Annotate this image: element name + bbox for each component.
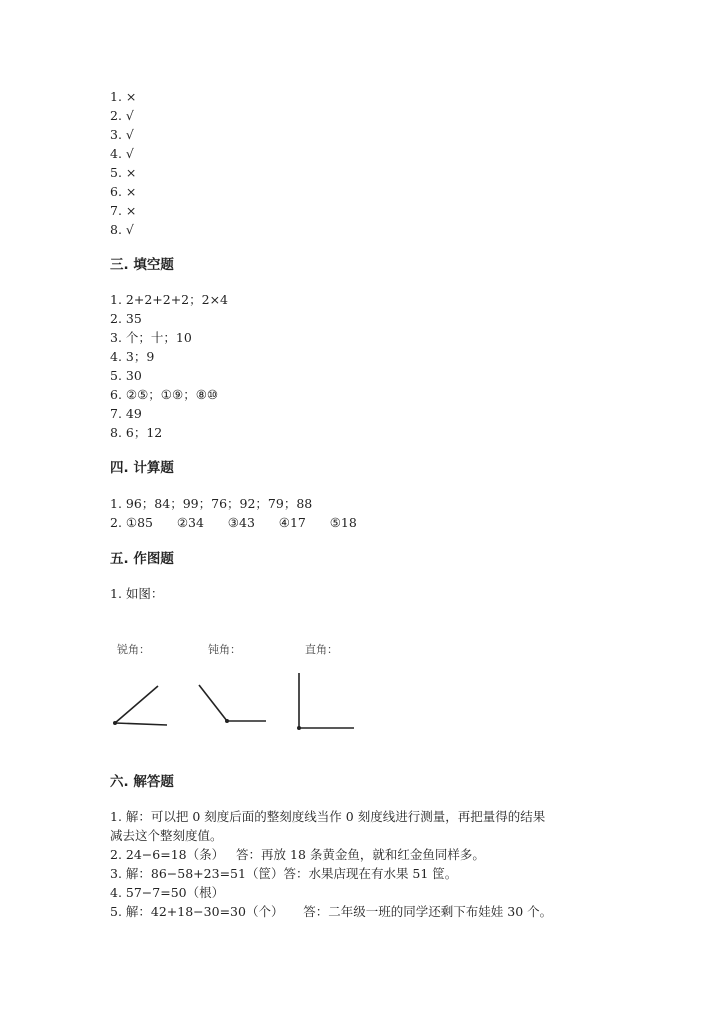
fill-item: 6. ②⑤；①⑨；⑧⑩ [110, 387, 219, 402]
right-angle-figure [297, 673, 354, 730]
obtuse-angle-label: 钝角： [208, 643, 241, 656]
section-heading-draw: 五. 作图题 [110, 551, 174, 567]
acute-angle-figure [113, 686, 167, 725]
fill-item: 1. 2+2+2+2；2×4 [110, 292, 229, 307]
fill-item: 5. 30 [110, 368, 142, 383]
fill-item: 4. 3；9 [110, 349, 155, 364]
calc-item: 2. ①85 ②34 ③43 ④17 ⑤18 [110, 515, 357, 530]
answer-item: 减去这个整刻度值。 [110, 828, 223, 843]
judge-item: 6. × [110, 184, 137, 199]
section-heading-fill: 三. 填空题 [110, 257, 174, 273]
judge-item: 2. √ [110, 108, 134, 123]
judge-item: 1. × [110, 89, 137, 104]
obtuse-angle-figure [199, 685, 266, 723]
judge-item: 5. × [110, 165, 137, 180]
answer-item: 4. 57−7=50（根） [110, 885, 225, 900]
judge-item: 4. √ [110, 146, 134, 161]
answer-item: 1. 解：可以把 0 刻度后面的整刻度线当作 0 刻度线进行测量，再把量得的结果 [110, 809, 546, 824]
answer-item: 2. 24−6=18（条） 答：再放 18 条黄金鱼，就和红金鱼同样多。 [110, 847, 485, 862]
calc-item: 1. 96；84；99；76；92；79；88 [110, 496, 313, 511]
acute-angle-label: 锐角： [117, 643, 150, 656]
section-heading-answer: 六. 解答题 [110, 774, 174, 790]
fill-item: 7. 49 [110, 406, 142, 421]
judge-item: 3. √ [110, 127, 134, 142]
fill-item: 2. 35 [110, 311, 142, 326]
right-angle-label: 直角： [305, 643, 338, 656]
fill-item: 8. 6；12 [110, 425, 163, 440]
answer-item: 5. 解：42+18−30=30（个） 答：二年级一班的同学还剩下布娃娃 30 个。 [110, 904, 553, 919]
fill-item: 3. 个；十；10 [110, 330, 192, 345]
answer-item: 3. 解：86−58+23=51（筐）答：水果店现在有水果 51 筐。 [110, 866, 458, 881]
judge-item: 8. √ [110, 222, 134, 237]
judge-item: 7. × [110, 203, 137, 218]
section-heading-calc: 四. 计算题 [110, 460, 174, 476]
draw-item: 1. 如图： [110, 586, 164, 601]
